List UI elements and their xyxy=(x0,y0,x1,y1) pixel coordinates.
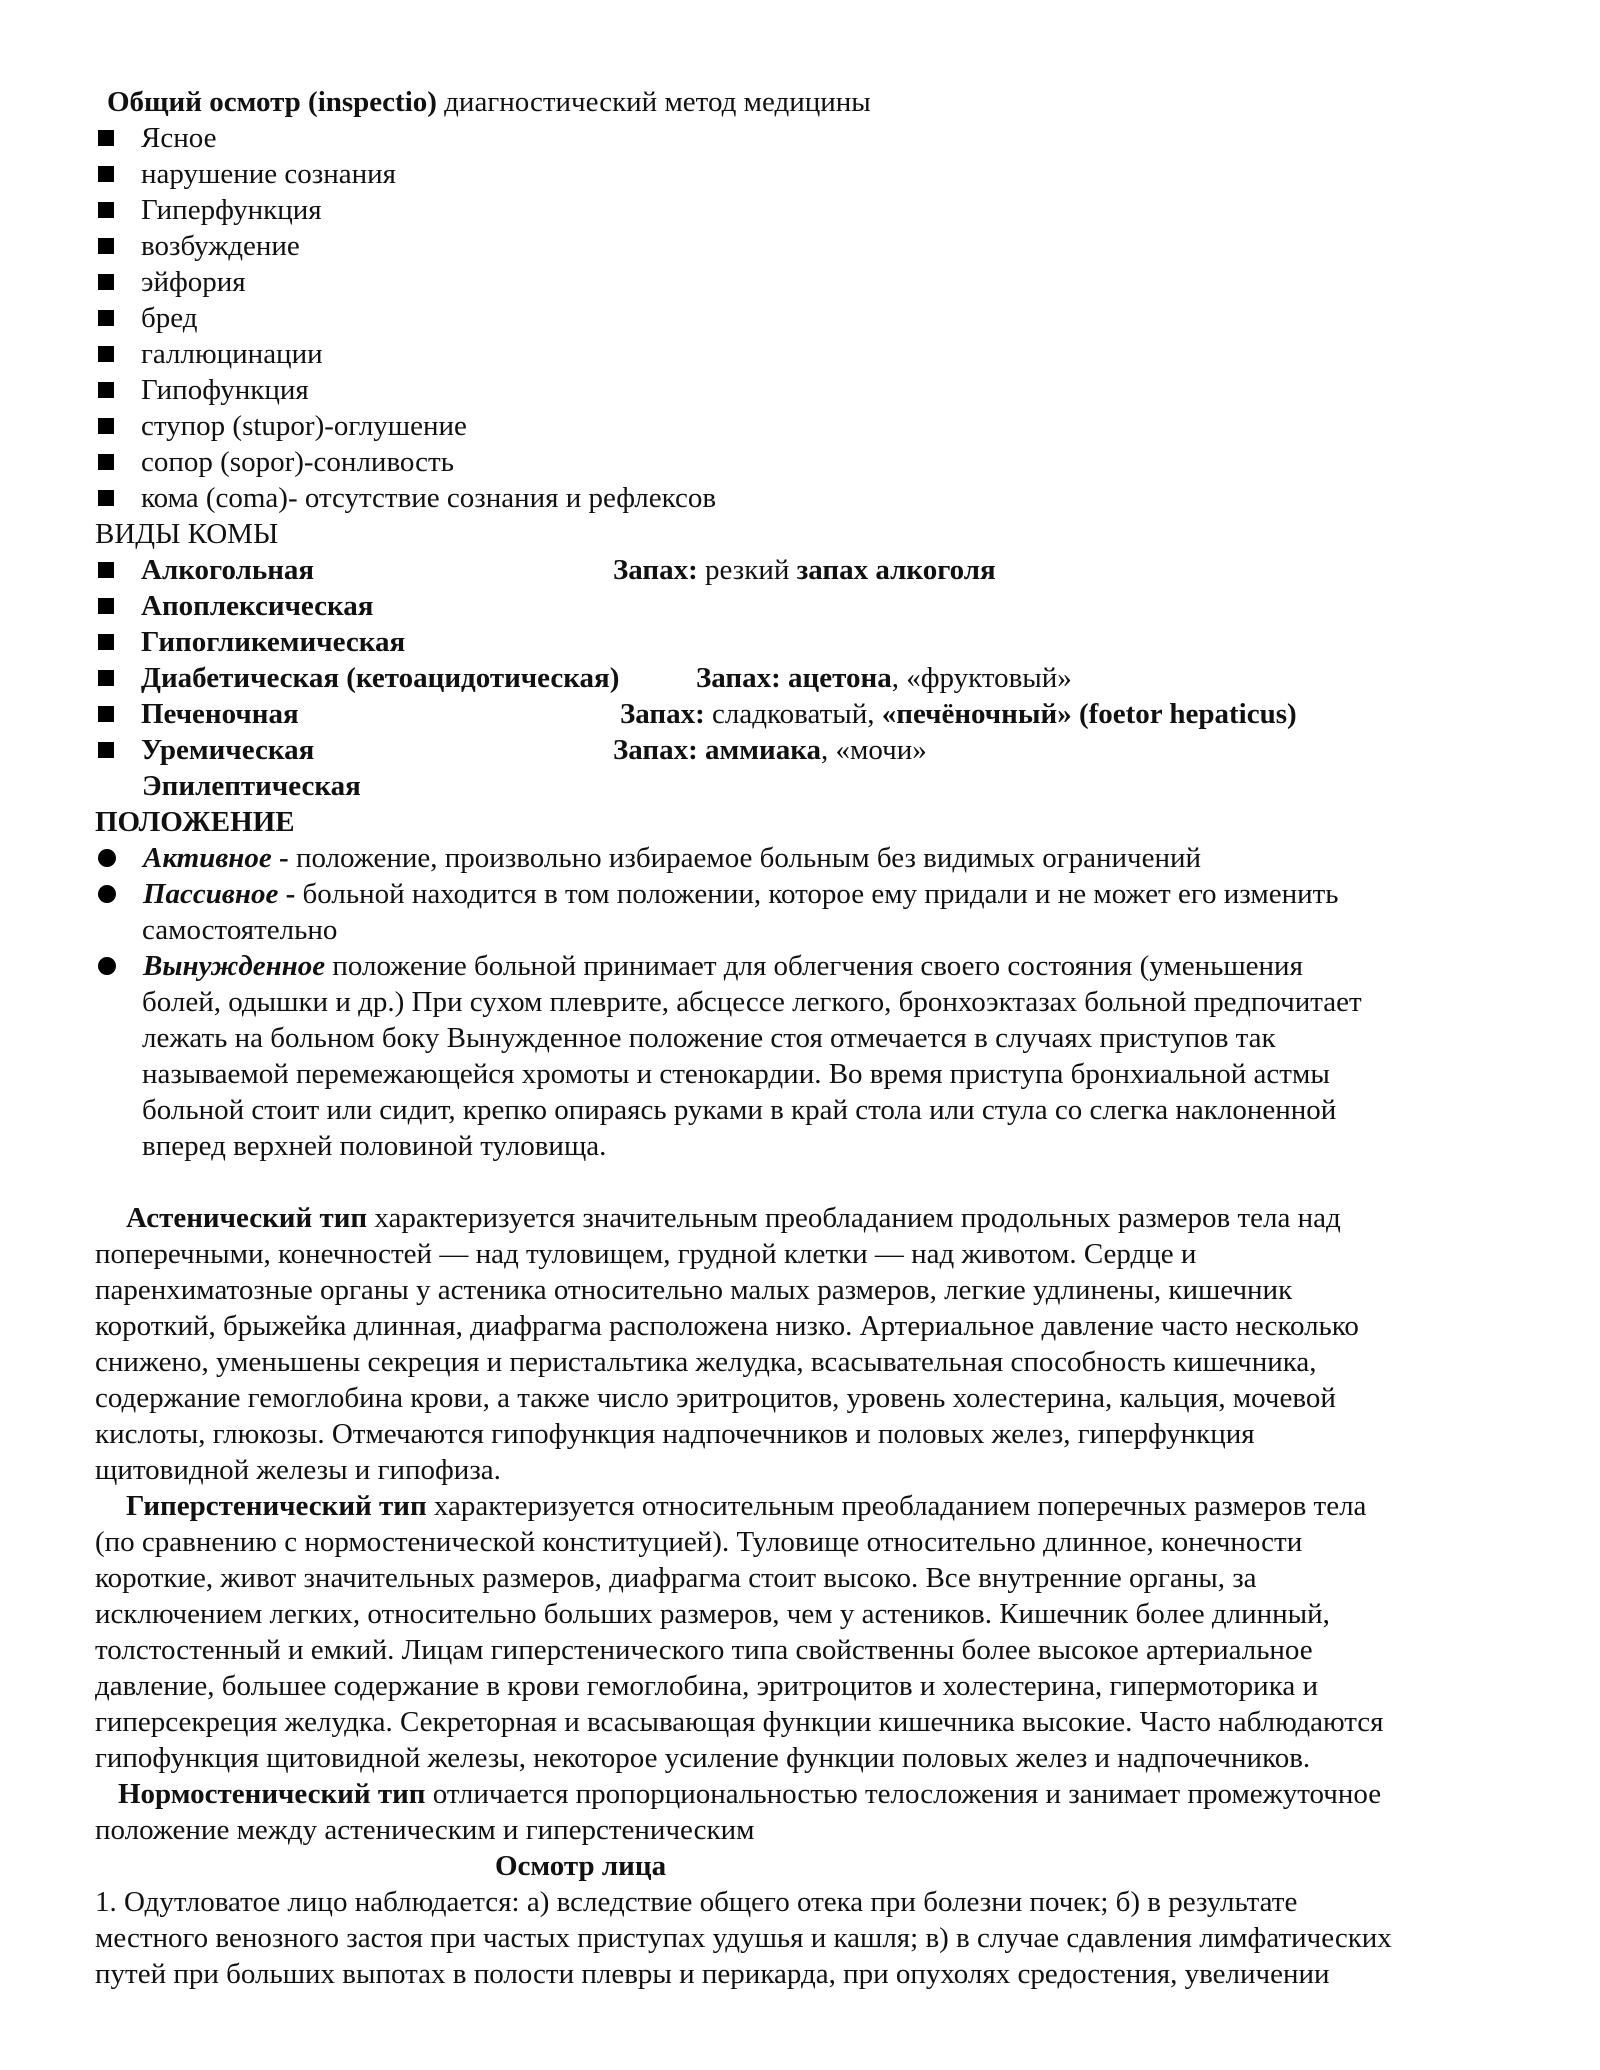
list-item: Ясное xyxy=(95,120,1525,156)
face-heading: Осмотр лица xyxy=(495,1850,667,1882)
smell-description: Запах: сладковатый, «печёночный» (foetor hepaticus) xyxy=(620,698,1297,730)
square-bullet-icon xyxy=(98,166,114,182)
position-forced-cont: больной стоит или сидит, крепко опираясь руками в край стола или стула со слегка наклоненной xyxy=(142,1094,1337,1126)
position-forced: Вынужденное положение больной принимает для облегчения своего состояния (уменьшения xyxy=(95,948,1525,984)
coma-type-row: Диабетическая (кетоацидотическая) Запах: ацетона, «фруктовый» xyxy=(95,660,1525,696)
document-page xyxy=(95,84,1525,1992)
positions-list xyxy=(95,840,1525,1164)
face-paragraph: 1. Одутловатое лицо наблюдается: а) вследствие общего отека при болезни почек; б) в результате местного венозного застоя при частых приступах удушья и кашля; в) в случае сдавления лимфатических путей при больших выпотах в полости плевры и перикарда, при опухолях средостения, увеличении xyxy=(95,1886,1392,1990)
smell-description: Запах: резкий запах алкоголя xyxy=(613,554,996,586)
smell-description: Запах: ацетона, «фруктовый» xyxy=(696,662,1072,694)
coma-type-row: Уремическая Запах: аммиака, «мочи» xyxy=(95,732,1525,768)
coma-type-row: Апоплексическая xyxy=(95,588,1525,624)
coma-type-epileptic: Эпилептическая xyxy=(142,770,361,802)
list-item: Гиперфункция xyxy=(95,192,1525,228)
coma-heading: ВИДЫ КОМЫ xyxy=(95,518,279,550)
square-bullet-icon xyxy=(98,382,114,398)
coma-type-row: Печеночная Запах: сладковатый, «печёночный» (foetor hepaticus) xyxy=(95,696,1525,732)
square-bullet-icon xyxy=(98,310,114,326)
square-bullet-icon xyxy=(98,238,114,254)
smell-description: Запах: аммиака, «мочи» xyxy=(613,734,927,766)
square-bullet-icon xyxy=(98,706,114,722)
list-item: ступор (stupor)-оглушение xyxy=(95,408,1525,444)
list-item: нарушение сознания xyxy=(95,156,1525,192)
square-bullet-icon xyxy=(98,202,114,218)
position-forced-cont: называемой перемежающейся хромоты и стенокардии. Во время приступа бронхиальной астмы xyxy=(142,1058,1330,1090)
square-bullet-icon xyxy=(98,634,114,650)
list-item: кома (coma)- отсутствие сознания и рефлексов xyxy=(95,480,1525,516)
square-bullet-icon xyxy=(98,598,114,614)
round-bullet-icon xyxy=(98,957,116,975)
list-item: сопор (sopor)-сонливость xyxy=(95,444,1525,480)
list-item: Гипофункция xyxy=(95,372,1525,408)
position-forced-cont: лежать на больном боку Вынужденное положение стоя отмечается в случаях приступов так xyxy=(142,1022,1276,1054)
coma-type-row: Гипогликемическая xyxy=(95,624,1525,660)
square-bullet-icon xyxy=(98,742,114,758)
square-bullet-icon xyxy=(98,670,114,686)
hypersthenic-paragraph: Гиперстенический тип характеризуется относительным преобладанием поперечных размеров тела (по сравнению с нормостенической конституцией). Туловище относительно длинное, конечности короткие, живот значительных размеров, диафрагма стоит высоко. Все внутренние органы, за исключением легких, относительно больших размеров, чем у астеников. Кишечник более длинный, толстостенный и емкий. Лицам гиперстенического типа свойственны более высокое артериальное давление, большее содержание в крови гемоглобина, эритроцитов и холестерина, гипермоторика и гиперсекреция желудка. Секреторная и всасывающая функции кишечника высокие. Часто наблюдаются гипофункция щитовидной железы, некоторое усиление функции половых желез и надпочечников. xyxy=(95,1490,1384,1774)
list-item: галлюцинации xyxy=(95,336,1525,372)
square-bullet-icon xyxy=(98,454,114,470)
position-forced-cont: болей, одышки и др.) При сухом плеврите, абсцессе легкого, бронхоэктазах больной предпочитает xyxy=(142,986,1362,1018)
coma-type-row: Алкогольная Запах: резкий запах алкоголя xyxy=(95,552,1525,588)
list-item: возбуждение xyxy=(95,228,1525,264)
intro-title-rest: диагностический метод медицины xyxy=(436,86,871,118)
square-bullet-icon xyxy=(98,562,114,578)
asthenic-paragraph: Астенический тип характеризуется значительным преобладанием продольных размеров тела над поперечными, конечностей — над туловищем, грудной клетки — над животом. Сердце и паренхиматозные органы у астеника относительно малых размеров, легкие удлинены, кишечник короткий, брыжейка длинная, диафрагма расположена низко. Артериальное давление часто несколько снижено, уменьшены секреция и перистальтика желудка, всасывательная способность кишечника, содержание гемоглобина крови, а также число эритроцитов, уровень холестерина, кальция, мочевой кислоты, глюкозы. Отмечаются гипофункция надпочечников и половых желез, гиперфункция щитовидной железы и гипофиза. xyxy=(95,1202,1359,1486)
spacer xyxy=(95,1164,1525,1200)
position-forced-cont: вперед верхней половиной туловища. xyxy=(142,1130,607,1162)
square-bullet-icon xyxy=(98,418,114,434)
square-bullet-icon xyxy=(98,274,114,290)
intro-line xyxy=(95,84,1525,120)
consciousness-list xyxy=(95,120,1525,516)
square-bullet-icon xyxy=(98,490,114,506)
list-item: бред xyxy=(95,300,1525,336)
normosthenic-paragraph: Нормостенический тип отличается пропорциональностью телосложения и занимает промежуточное положение между астеническим и гиперстеническим xyxy=(95,1778,1382,1846)
round-bullet-icon xyxy=(98,849,116,867)
square-bullet-icon xyxy=(98,130,114,146)
coma-types-list xyxy=(95,552,1525,804)
position-active: Активное - положение, произвольно избираемое больным без видимых ограничений xyxy=(95,840,1525,876)
list-item: эйфория xyxy=(95,264,1525,300)
position-passive: Пассивное - больной находится в том положении, которое ему придали и не может его изменить xyxy=(95,876,1525,912)
round-bullet-icon xyxy=(98,885,116,903)
intro-title-bold: Общий осмотр (inspectio) xyxy=(107,86,437,118)
position-passive-cont: самостоятельно xyxy=(142,914,338,946)
square-bullet-icon xyxy=(98,346,114,362)
position-heading: ПОЛОЖЕНИЕ xyxy=(95,806,295,838)
